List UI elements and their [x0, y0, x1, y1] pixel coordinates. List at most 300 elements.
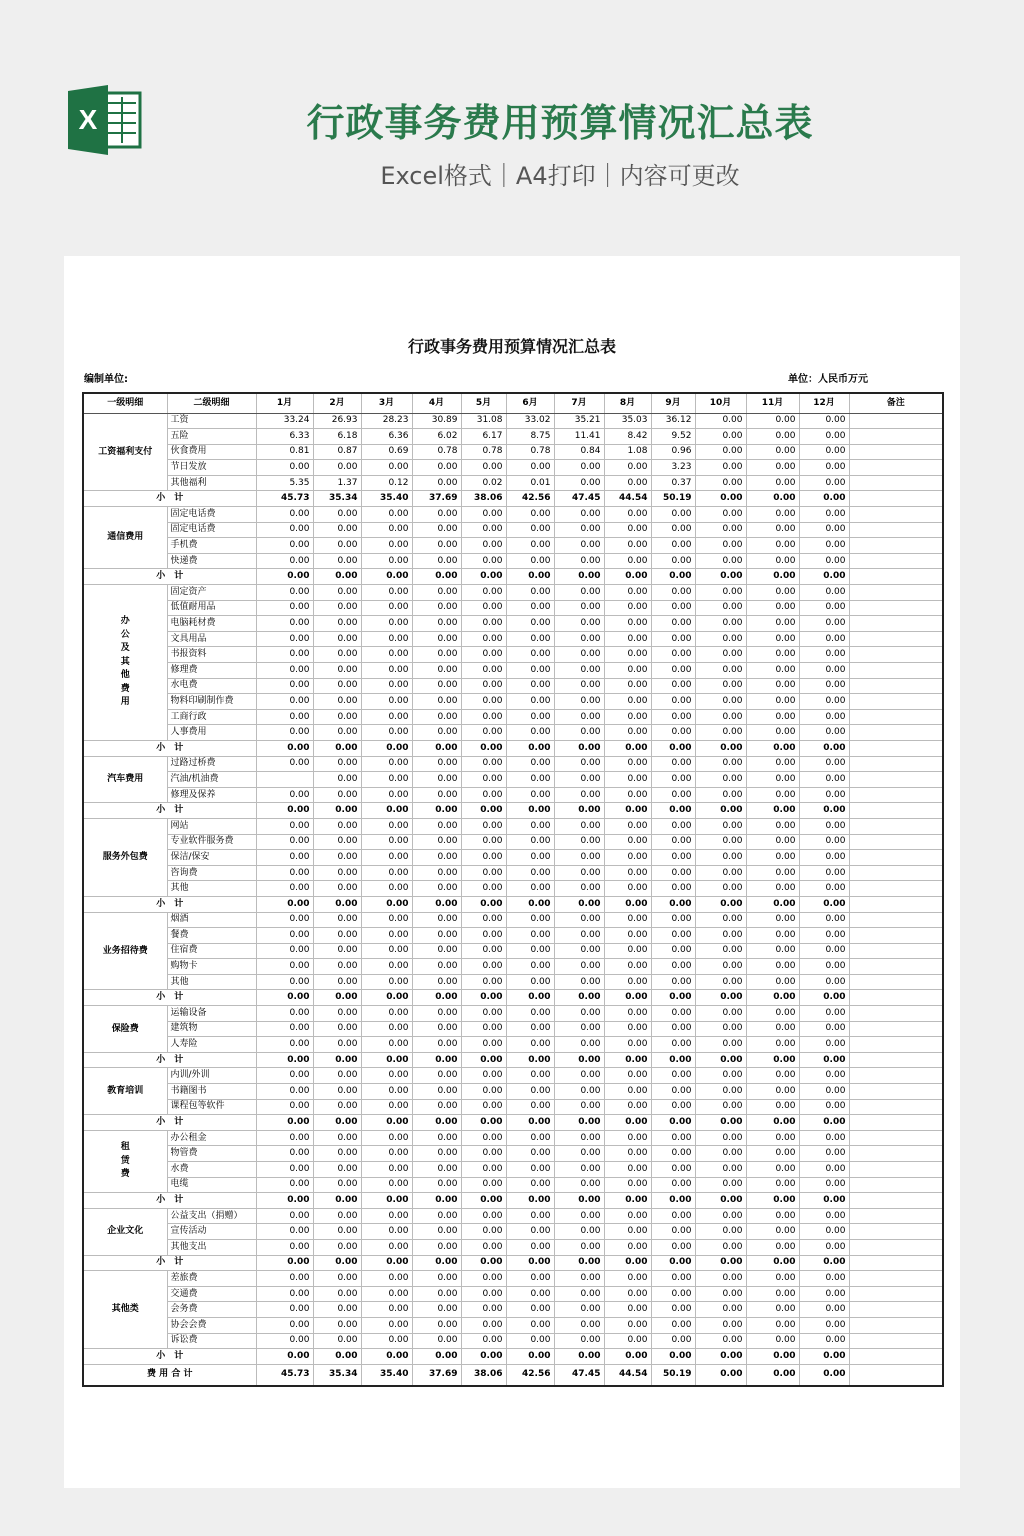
subtotal-value: 0.00 [361, 803, 412, 819]
value-cell: 0.00 [506, 725, 554, 741]
value-cell: 0.00 [746, 1224, 799, 1240]
value-cell: 0.00 [604, 1068, 651, 1084]
subtotal-value: 0.00 [313, 1115, 361, 1131]
value-cell: 0.00 [506, 694, 554, 710]
value-cell: 0.00 [256, 631, 313, 647]
value-cell: 0.00 [799, 1162, 849, 1178]
category-label: 租赁费 [120, 1142, 130, 1180]
value-cell: 0.00 [313, 787, 361, 803]
subtotal-value: 0.00 [651, 1255, 695, 1271]
value-cell: 0.00 [554, 647, 604, 663]
value-cell: 6.18 [313, 429, 361, 445]
sheet-title: 行政事务费用预算情况汇总表 [407, 337, 616, 356]
table-header-row [83, 393, 943, 413]
table-row [83, 444, 943, 460]
value-cell: 0.00 [799, 881, 849, 897]
value-cell: 0.00 [313, 678, 361, 694]
item-name-cell: 课程包等软件 [167, 1099, 256, 1115]
value-cell: 0.00 [746, 974, 799, 990]
value-cell: 0.00 [799, 1333, 849, 1349]
value-cell: 0.00 [554, 1084, 604, 1100]
category-cell [83, 507, 167, 569]
table-row [83, 1084, 943, 1100]
value-cell: 0.00 [256, 1208, 313, 1224]
remark-cell [849, 912, 943, 928]
value-cell: 0.00 [313, 709, 361, 725]
value-cell: 0.00 [651, 647, 695, 663]
remark-cell [849, 818, 943, 834]
value-cell: 0.00 [695, 1068, 746, 1084]
value-cell: 0.00 [746, 1130, 799, 1146]
value-cell: 0.00 [746, 1084, 799, 1100]
value-cell: 0.00 [799, 1021, 849, 1037]
item-name-cell: 水电费 [167, 678, 256, 694]
remark-cell [849, 491, 943, 507]
value-cell: 0.00 [461, 1130, 506, 1146]
remark-cell [849, 631, 943, 647]
value-cell: 0.00 [506, 1177, 554, 1193]
table-row [83, 631, 943, 647]
total-value: 0.00 [695, 1364, 746, 1386]
value-cell: 0.00 [746, 694, 799, 710]
item-name-cell: 办公租金 [167, 1130, 256, 1146]
table-row [83, 1177, 943, 1193]
subtotal-value: 0.00 [412, 990, 461, 1006]
value-cell: 0.00 [604, 678, 651, 694]
table-row [83, 585, 943, 601]
table-row [83, 787, 943, 803]
subtotal-value: 0.00 [506, 990, 554, 1006]
value-cell: 0.00 [651, 1037, 695, 1053]
subtotal-value: 0.00 [461, 1349, 506, 1365]
subtotal-value: 0.00 [799, 1349, 849, 1365]
item-name-cell: 建筑物 [167, 1021, 256, 1037]
value-cell: 0.00 [461, 818, 506, 834]
value-cell: 0.00 [746, 1302, 799, 1318]
value-cell: 0.00 [695, 460, 746, 476]
table-row [83, 647, 943, 663]
category-label: 服务外包费 [102, 852, 148, 863]
subtotal-value: 0.00 [313, 990, 361, 1006]
value-cell: 0.00 [412, 678, 461, 694]
remark-cell [849, 1271, 943, 1287]
category-cell [83, 1208, 167, 1255]
value-cell: 0.00 [799, 818, 849, 834]
value-cell: 0.00 [695, 475, 746, 491]
value-cell: 0.00 [799, 600, 849, 616]
value-cell: 0.00 [554, 1006, 604, 1022]
value-cell: 0.00 [412, 616, 461, 632]
compile-unit-label: 编制单位: [84, 374, 128, 385]
value-cell: 0.00 [313, 631, 361, 647]
subtotal-value: 0.00 [604, 740, 651, 756]
value-cell: 0.00 [506, 1224, 554, 1240]
value-cell: 0.00 [506, 663, 554, 679]
value-cell: 0.00 [506, 943, 554, 959]
table-row [83, 616, 943, 632]
value-cell: 0.00 [313, 1084, 361, 1100]
table-row [83, 600, 943, 616]
subtotal-row [83, 803, 943, 819]
value-cell: 0.00 [313, 959, 361, 975]
value-cell: 0.00 [361, 647, 412, 663]
value-cell: 0.00 [313, 928, 361, 944]
subtotal-value: 50.19 [651, 491, 695, 507]
subtotal-value: 0.00 [361, 569, 412, 585]
value-cell: 0.00 [554, 928, 604, 944]
value-cell: 0.00 [412, 1286, 461, 1302]
subtotal-value: 0.00 [412, 569, 461, 585]
remark-cell [849, 1021, 943, 1037]
value-cell: 0.00 [799, 694, 849, 710]
value-cell: 0.00 [746, 631, 799, 647]
value-cell: 0.00 [799, 1146, 849, 1162]
value-cell: 0.00 [461, 1177, 506, 1193]
value-cell: 0.00 [746, 881, 799, 897]
value-cell: 0.00 [461, 1333, 506, 1349]
value-cell: 6.36 [361, 429, 412, 445]
table-row [83, 538, 943, 554]
value-cell: 0.00 [256, 881, 313, 897]
value-cell: 0.00 [256, 1271, 313, 1287]
value-cell: 0.00 [746, 1006, 799, 1022]
value-cell: 0.00 [651, 1302, 695, 1318]
subtotal-value: 0.00 [651, 803, 695, 819]
excel-logo-icon [68, 85, 142, 155]
value-cell: 1.08 [604, 444, 651, 460]
value-cell: 0.00 [361, 1084, 412, 1100]
value-cell: 0.00 [554, 631, 604, 647]
total-value: 44.54 [604, 1364, 651, 1386]
value-cell: 0.00 [746, 616, 799, 632]
item-name-cell: 协会会费 [167, 1317, 256, 1333]
subtotal-value: 0.00 [746, 1115, 799, 1131]
value-cell: 0.00 [554, 1208, 604, 1224]
value-cell: 0.00 [651, 1146, 695, 1162]
subtotal-value: 0.00 [313, 1349, 361, 1365]
value-cell: 0.00 [256, 756, 313, 772]
value-cell: 0.00 [461, 912, 506, 928]
remark-cell [849, 928, 943, 944]
total-value: 35.40 [361, 1364, 412, 1386]
item-name-cell: 快递费 [167, 553, 256, 569]
value-cell: 0.00 [604, 631, 651, 647]
value-cell: 0.00 [313, 834, 361, 850]
value-cell: 0.84 [554, 444, 604, 460]
value-cell: 0.00 [604, 881, 651, 897]
column-header: 12月 [799, 393, 849, 413]
value-cell: 0.00 [256, 787, 313, 803]
subtotal-value: 0.00 [799, 896, 849, 912]
table-row [83, 522, 943, 538]
value-cell: 0.00 [506, 1021, 554, 1037]
value-cell: 0.00 [554, 1302, 604, 1318]
item-name-cell: 固定资产 [167, 585, 256, 601]
table-row [83, 974, 943, 990]
value-cell: 0.00 [651, 772, 695, 788]
value-cell: 0.00 [651, 1286, 695, 1302]
value-cell: 0.00 [506, 818, 554, 834]
value-cell: 0.00 [506, 1146, 554, 1162]
value-cell: 0.00 [695, 928, 746, 944]
value-cell: 0.00 [695, 663, 746, 679]
category-cell [83, 1271, 167, 1349]
value-cell: 0.00 [412, 1006, 461, 1022]
value-cell: 0.00 [256, 522, 313, 538]
value-cell: 0.00 [554, 1037, 604, 1053]
subtotal-value: 0.00 [313, 569, 361, 585]
value-cell: 0.00 [746, 1177, 799, 1193]
subtotal-row [83, 1255, 943, 1271]
remark-cell [849, 1224, 943, 1240]
value-cell: 0.00 [256, 1286, 313, 1302]
value-cell: 0.00 [412, 538, 461, 554]
value-cell: 0.00 [604, 663, 651, 679]
value-cell: 0.00 [412, 1271, 461, 1287]
item-name-cell: 物管费 [167, 1146, 256, 1162]
value-cell: 0.00 [361, 1146, 412, 1162]
value-cell: 0.00 [461, 1146, 506, 1162]
subtotal-value: 0.00 [461, 896, 506, 912]
value-cell: 0.00 [695, 725, 746, 741]
item-name-cell: 保洁/保安 [167, 850, 256, 866]
subtotal-value: 0.00 [256, 569, 313, 585]
total-value: 37.69 [412, 1364, 461, 1386]
value-cell: 0.00 [506, 1286, 554, 1302]
value-cell: 0.00 [256, 725, 313, 741]
value-cell: 0.00 [361, 507, 412, 523]
table-row [83, 881, 943, 897]
value-cell: 0.00 [461, 678, 506, 694]
value-cell: 0.78 [506, 444, 554, 460]
value-cell: 0.00 [651, 1208, 695, 1224]
value-cell: 0.00 [461, 709, 506, 725]
value-cell: 0.00 [695, 943, 746, 959]
value-cell: 0.00 [554, 1317, 604, 1333]
value-cell: 0.00 [412, 928, 461, 944]
value-cell: 0.00 [695, 553, 746, 569]
value-cell: 30.89 [412, 413, 461, 429]
remark-cell [849, 1239, 943, 1255]
value-cell: 0.00 [412, 974, 461, 990]
value-cell: 0.00 [746, 959, 799, 975]
subtotal-value: 35.34 [313, 491, 361, 507]
table-row [83, 725, 943, 741]
value-cell: 0.00 [313, 694, 361, 710]
remark-cell [849, 678, 943, 694]
value-cell: 0.00 [604, 1333, 651, 1349]
value-cell: 0.00 [506, 678, 554, 694]
subtotal-value: 0.00 [554, 1052, 604, 1068]
value-cell: 0.00 [461, 1271, 506, 1287]
value-cell: 0.00 [554, 663, 604, 679]
value-cell: 0.00 [313, 881, 361, 897]
remark-cell [849, 1349, 943, 1365]
subtotal-label: 小 计 [83, 803, 256, 819]
value-cell: 0.00 [361, 538, 412, 554]
value-cell: 0.00 [746, 772, 799, 788]
value-cell: 0.00 [256, 585, 313, 601]
value-cell: 0.00 [361, 1006, 412, 1022]
value-cell: 0.00 [746, 912, 799, 928]
value-cell: 0.00 [506, 1333, 554, 1349]
column-header: 9月 [651, 393, 695, 413]
value-cell: 0.00 [604, 1239, 651, 1255]
remark-cell [849, 1068, 943, 1084]
value-cell: 0.00 [651, 1271, 695, 1287]
value-cell: 0.02 [461, 475, 506, 491]
value-cell: 0.12 [361, 475, 412, 491]
value-cell: 0.00 [506, 959, 554, 975]
value-cell: 0.00 [799, 1271, 849, 1287]
category-cell [83, 413, 167, 491]
value-cell: 0.00 [256, 678, 313, 694]
category-label: 汽车费用 [107, 774, 144, 785]
category-cell [83, 1068, 167, 1115]
value-cell: 0.00 [313, 1271, 361, 1287]
total-value: 42.56 [506, 1364, 554, 1386]
value-cell: 0.00 [506, 912, 554, 928]
item-name-cell: 交通费 [167, 1286, 256, 1302]
value-cell: 33.24 [256, 413, 313, 429]
value-cell: 0.00 [361, 928, 412, 944]
table-row [83, 663, 943, 679]
value-cell: 0.00 [604, 725, 651, 741]
table-row [83, 678, 943, 694]
value-cell: 0.00 [461, 1099, 506, 1115]
value-cell: 0.00 [361, 678, 412, 694]
value-cell: 0.00 [313, 818, 361, 834]
value-cell: 0.00 [461, 694, 506, 710]
value-cell: 0.00 [461, 787, 506, 803]
value-cell: 0.00 [554, 600, 604, 616]
table-row [83, 475, 943, 491]
value-cell: 0.00 [799, 834, 849, 850]
value-cell: 0.00 [651, 709, 695, 725]
value-cell: 0.00 [506, 538, 554, 554]
value-cell: 0.00 [256, 818, 313, 834]
subtotal-value: 44.54 [604, 491, 651, 507]
table-row [83, 772, 943, 788]
subtotal-label: 小 计 [83, 740, 256, 756]
value-cell: 0.00 [695, 881, 746, 897]
value-cell: 0.00 [361, 1302, 412, 1318]
value-cell: 0.00 [412, 553, 461, 569]
subtotal-value: 0.00 [799, 740, 849, 756]
value-cell: 0.00 [313, 1006, 361, 1022]
value-cell: 0.00 [651, 1130, 695, 1146]
value-cell: 0.00 [554, 1068, 604, 1084]
value-cell: 0.00 [412, 850, 461, 866]
item-name-cell: 过路过桥费 [167, 756, 256, 772]
subtotal-value: 0.00 [695, 896, 746, 912]
item-name-cell: 工资 [167, 413, 256, 429]
remark-cell [849, 538, 943, 554]
column-header: 5月 [461, 393, 506, 413]
value-cell: 0.00 [256, 974, 313, 990]
item-name-cell: 其他支出 [167, 1239, 256, 1255]
subtotal-label: 小 计 [83, 1193, 256, 1209]
value-cell: 0.00 [256, 1302, 313, 1318]
subtotal-value: 0.00 [412, 1052, 461, 1068]
value-cell: 0.00 [412, 600, 461, 616]
subtotal-value: 0.00 [746, 569, 799, 585]
subtotal-value: 0.00 [799, 1255, 849, 1271]
value-cell: 0.00 [506, 881, 554, 897]
value-cell: 0.00 [695, 959, 746, 975]
value-cell: 0.00 [799, 1224, 849, 1240]
value-cell: 0.37 [651, 475, 695, 491]
item-name-cell: 书报资料 [167, 647, 256, 663]
value-cell: 0.00 [361, 943, 412, 959]
subtotal-value: 0.00 [256, 1255, 313, 1271]
value-cell: 0.00 [461, 850, 506, 866]
subtotal-value: 42.56 [506, 491, 554, 507]
total-value: 0.00 [799, 1364, 849, 1386]
value-cell: 0.00 [746, 647, 799, 663]
value-cell: 0.00 [506, 1037, 554, 1053]
value-cell: 0.00 [695, 1224, 746, 1240]
value-cell: 0.00 [313, 865, 361, 881]
subtotal-value: 0.00 [361, 1349, 412, 1365]
value-cell: 0.00 [695, 1021, 746, 1037]
total-value: 47.45 [554, 1364, 604, 1386]
remark-cell [849, 616, 943, 632]
value-cell: 0.00 [361, 1130, 412, 1146]
value-cell: 0.00 [604, 912, 651, 928]
value-cell: 0.00 [412, 1208, 461, 1224]
value-cell: 0.00 [695, 865, 746, 881]
value-cell: 0.00 [461, 1068, 506, 1084]
subtotal-value: 0.00 [412, 1349, 461, 1365]
value-cell: 0.00 [695, 834, 746, 850]
subtotal-label: 小 计 [83, 1052, 256, 1068]
remark-cell [849, 429, 943, 445]
page-title: 行政事务费用预算情况汇总表 [306, 101, 814, 145]
item-name-cell: 工商行政 [167, 709, 256, 725]
value-cell: 0.00 [313, 1333, 361, 1349]
item-name-cell: 五险 [167, 429, 256, 445]
logo-letter: X [78, 104, 98, 135]
value-cell: 0.00 [313, 1021, 361, 1037]
value-cell: 0.00 [412, 1302, 461, 1318]
value-cell: 0.00 [799, 1084, 849, 1100]
value-cell: 0.00 [695, 522, 746, 538]
value-cell: 0.00 [746, 1021, 799, 1037]
subtotal-value: 0.00 [313, 1193, 361, 1209]
total-value: 38.06 [461, 1364, 506, 1386]
value-cell: 0.00 [799, 522, 849, 538]
value-cell: 0.00 [506, 507, 554, 523]
value-cell: 0.00 [604, 1084, 651, 1100]
value-cell: 0.00 [695, 631, 746, 647]
value-cell: 0.00 [554, 678, 604, 694]
table-row [83, 756, 943, 772]
subtotal-label: 小 计 [83, 1349, 256, 1365]
subtotal-label: 小 计 [83, 1255, 256, 1271]
value-cell: 26.93 [313, 413, 361, 429]
subtotal-value: 0.00 [651, 740, 695, 756]
remark-cell [849, 803, 943, 819]
value-cell: 0.00 [604, 460, 651, 476]
subtotal-value: 0.00 [506, 803, 554, 819]
table-row [83, 912, 943, 928]
subtotal-value: 0.00 [799, 569, 849, 585]
item-name-cell: 手机费 [167, 538, 256, 554]
subtotal-value: 0.00 [695, 1193, 746, 1209]
value-cell: 0.00 [361, 1037, 412, 1053]
table-row [83, 1286, 943, 1302]
